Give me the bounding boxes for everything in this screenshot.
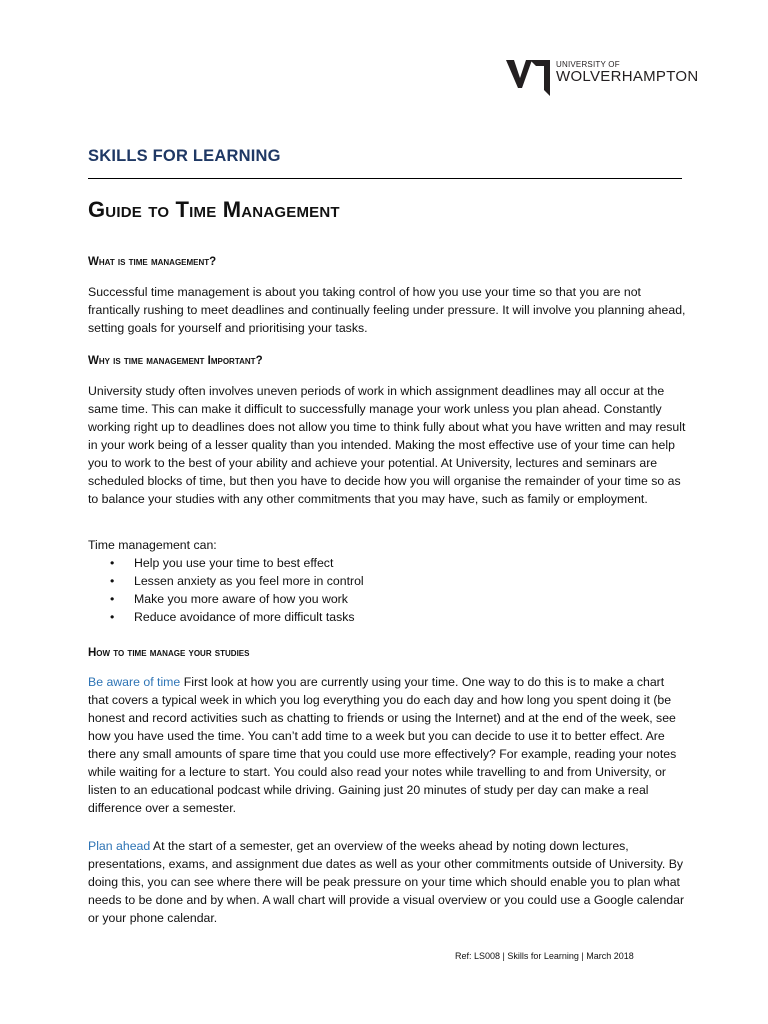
heading-how-to-manage: How to time manage your studies — [88, 647, 250, 659]
paragraph-what-is-time-management — [88, 283, 688, 337]
logo-wolverhampton: WOLVERHAMPTON — [556, 68, 699, 85]
page-title: Guide to Time Management — [88, 197, 340, 222]
section-label: SKILLS FOR LEARNING — [88, 147, 281, 165]
paragraph-plan-ahead — [88, 837, 688, 927]
paragraph-why-important — [88, 382, 688, 508]
lead-plan-ahead: Plan ahead — [88, 839, 151, 853]
logo-university-of: UNIVERSITY OF — [556, 60, 620, 69]
paragraph-plan-ahead-text — [88, 837, 688, 927]
heading-what-is-time-management: What is time management? — [88, 256, 217, 268]
paragraph-why-text: University study often involves uneven periods of work in which assignment deadlines may all occur at the same time. This can make it difficult to successfully manage your work unless you plan ahead. Constantly working right up to deadlines does not allow you time to think fully about what you have written and may result in your work being of a lesser quality than you intended. Making the most effective use of your time can help you to work to the best of your ability and achieve your potential. At University, lectures and seminars are scheduled blocks of time, but then you have to decide how you will organise the remainder of your time so as to balance your studies with any other commitments that you may have, such as family or employment. — [88, 384, 686, 506]
list-item: • Lessen anxiety as you feel more in control — [88, 572, 688, 590]
page-footer: Ref: LS008 | Skills for Learning | March 2018 — [455, 951, 634, 961]
list-item: • Make you more aware of how you work — [88, 590, 688, 608]
paragraph-what-text: Successful time management is about you taking control of how you use your time so that you are not frantically rushing to meet deadlines and continually feeling under pressure. It will involve you planning ahead, setting goals for yourself and prioritising your tasks. — [88, 285, 686, 335]
body-be-aware-of-time: First look at how you are currently using your time. One way to do this is to make a chart that covers a typical week in which you log everything you do each day and how long you spent doing it (be honest and record activities such as chatting to friends or using the Internet) and at the end of the week, see how you have used the time. You can’t add time to a week but you can decide to use it to better effect. Are there any small amounts of spare time that you could use more effectively? For example, reading your notes while waiting for a lecture to start. You could also read your notes while travelling to and from University, or listen to an educational podcast while driving. Gaining just 20 minutes of study per day can make a real difference over a semester. — [88, 675, 677, 815]
list-item: • Help you use your time to best effect — [88, 554, 688, 572]
benefits-list — [88, 554, 688, 626]
paragraph-be-aware-of-time — [88, 673, 688, 817]
lead-be-aware-of-time: Be aware of time — [88, 675, 181, 689]
list-intro-text: Time management can: — [88, 538, 217, 552]
body-plan-ahead: At the start of a semester, get an overview of the weeks ahead by noting down lectures, presentations, exams, and assignment due dates as well as your other commitments outside of University. By doing this, you can see where there will be peak pressure on your time which should enable you to plan what needs to be done and by when. A wall chart will provide a visual overview or you could use a Google calendar or your phone calendar. — [88, 839, 685, 925]
list-intro — [88, 536, 688, 554]
list-item: • Reduce avoidance of more difficult tasks — [88, 608, 688, 626]
heading-why-important: Why is time management Important? — [88, 355, 263, 367]
header-divider — [88, 178, 682, 179]
university-crest-icon — [504, 56, 552, 96]
paragraph-be-aware-text — [88, 673, 688, 817]
university-logo — [504, 56, 699, 96]
